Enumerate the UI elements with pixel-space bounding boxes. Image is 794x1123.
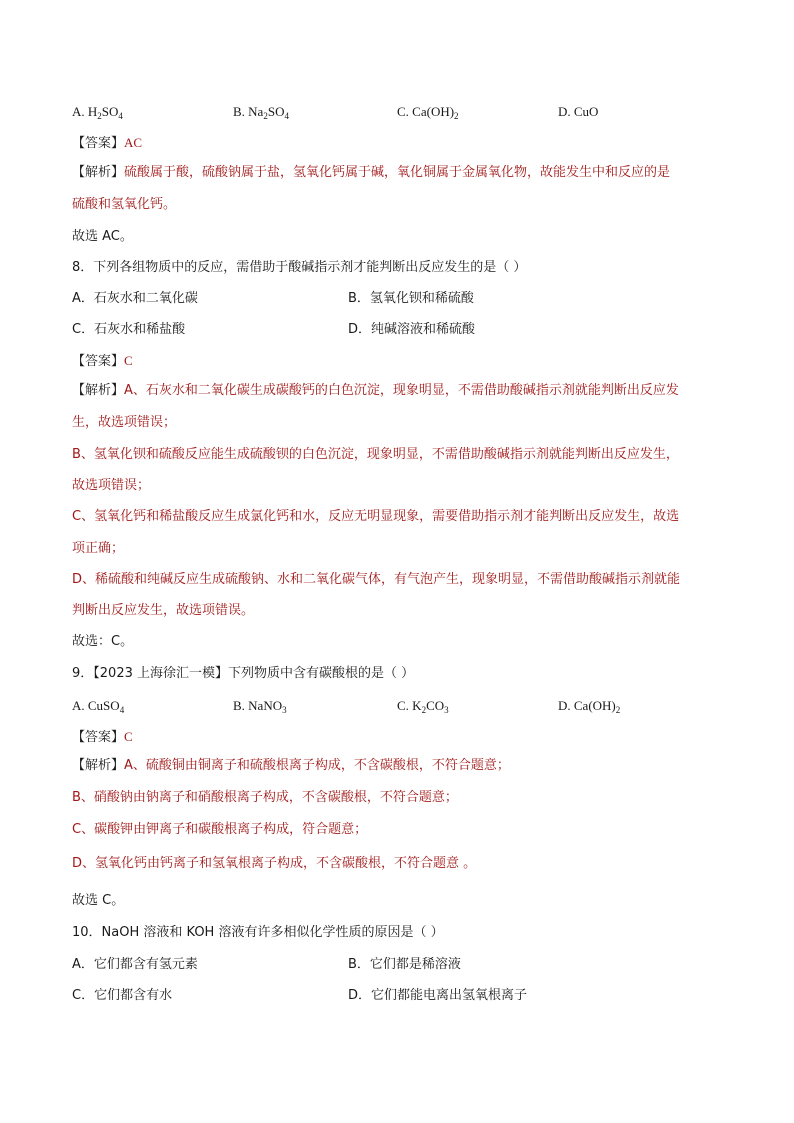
q7-option-c: C. $Ca(OH)_2$: [397, 104, 459, 121]
q9-option-b: B. NaNO$_3$: [233, 698, 287, 715]
q7-option-a: A. $H_2SO_4$: [72, 104, 123, 121]
q8-analysis-a-line1: 【解析】A、石灰水和二氧化碳生成碳酸钙的白色沉淀，现象明显，不需借助酸碱指示剂就能判断出反应发: [72, 383, 679, 398]
q8-analysis-d-line1: D、稀硫酸和纯碱反应生成硫酸钠、水和二氧化碳气体，有气泡产生，现象明显，不需借助酸碱指示剂就能: [72, 572, 681, 587]
q7-conclusion: 故选 AC。: [72, 229, 133, 244]
q9-stem: 9．【2023 上海徐汇一模】下列物质中含有碳酸根的是（ ）: [72, 666, 415, 681]
q8-conclusion: 故选：C。: [72, 634, 134, 649]
q8-option-a: A．石灰水和二氧化碳: [72, 291, 198, 306]
q9-analysis-a: 【解析】A、硫酸铜由铜离子和硫酸根离子构成，不含碳酸根，不符合题意；: [72, 758, 510, 773]
q8-analysis-c-line1: C、氢氧化钙和稀盐酸反应生成氯化钙和水，反应无明显现象，需要借助指示剂才能判断出反应发生，故选: [72, 509, 680, 524]
q8-stem: 8．下列各组物质中的反应，需借助于酸碱指示剂才能判断出反应发生的是（ ）: [72, 260, 527, 275]
q10-option-a: A．它们都含有氢元素: [72, 957, 198, 972]
q8-analysis-d-line2: 判断出反应发生，故选项错误。: [72, 603, 255, 618]
q8-analysis-a-line2: 生，故选项错误；: [72, 415, 177, 430]
q8-analysis-b-line2: 故选项错误；: [72, 478, 151, 493]
q8-option-c: C．石灰水和稀盐酸: [72, 322, 186, 337]
q9-analysis-b: B、硝酸钠由钠离子和硝酸根离子构成，不含碳酸根，不符合题意；: [72, 790, 458, 805]
q10-option-d: D．它们都能电离出氢氧根离子: [348, 988, 528, 1003]
q9-answer: 【答案】C: [72, 729, 133, 745]
q9-analysis-d: D、氢氧化钙由钙离子和氢氧根离子构成，不含碳酸根，不符合题意 。: [72, 856, 477, 871]
q10-option-b: B．它们都是稀溶液: [348, 957, 461, 972]
q7-option-d: D. CuO: [558, 104, 599, 119]
q9-option-d: D. $Ca(OH)_2$: [558, 698, 621, 715]
q8-analysis-b-line1: B、氢氧化钡和硫酸反应能生成硫酸钡的白色沉淀，现象明显，不需借助酸碱指示剂就能判断出反应发生，: [72, 447, 679, 462]
q7-analysis-line1: 【解析】硫酸属于酸，硫酸钠属于盐，氢氧化钙属于碱，氧化铜属于金属氧化物，故能发生中和反应的是: [72, 165, 671, 180]
q8-option-d: D．纯碱溶液和稀硫酸: [348, 322, 476, 337]
q10-option-c: C．它们都含有水: [72, 988, 173, 1003]
q9-analysis-c: C、碳酸钾由钾离子和碳酸根离子构成，符合题意；: [72, 822, 368, 837]
q9-option-c: C. $K_2CO_3$: [397, 698, 449, 715]
q7-option-b: B. $Na_2SO_4$: [233, 104, 289, 121]
q9-conclusion: 故选 C。: [72, 893, 125, 908]
q8-answer: 【答案】C: [72, 353, 133, 369]
q8-analysis-c-line2: 项正确；: [72, 541, 125, 556]
q9-option-a: A. CuSO$_4$: [72, 698, 125, 715]
q8-option-b: B．氢氧化钡和稀硫酸: [348, 291, 474, 306]
q7-answer: 【答案】AC: [72, 135, 143, 151]
q10-stem: 10．NaOH 溶液和 KOH 溶液有许多相似化学性质的原因是（ ）: [72, 925, 444, 940]
q7-analysis-line2: 硫酸和氢氧化钙。: [72, 197, 177, 212]
